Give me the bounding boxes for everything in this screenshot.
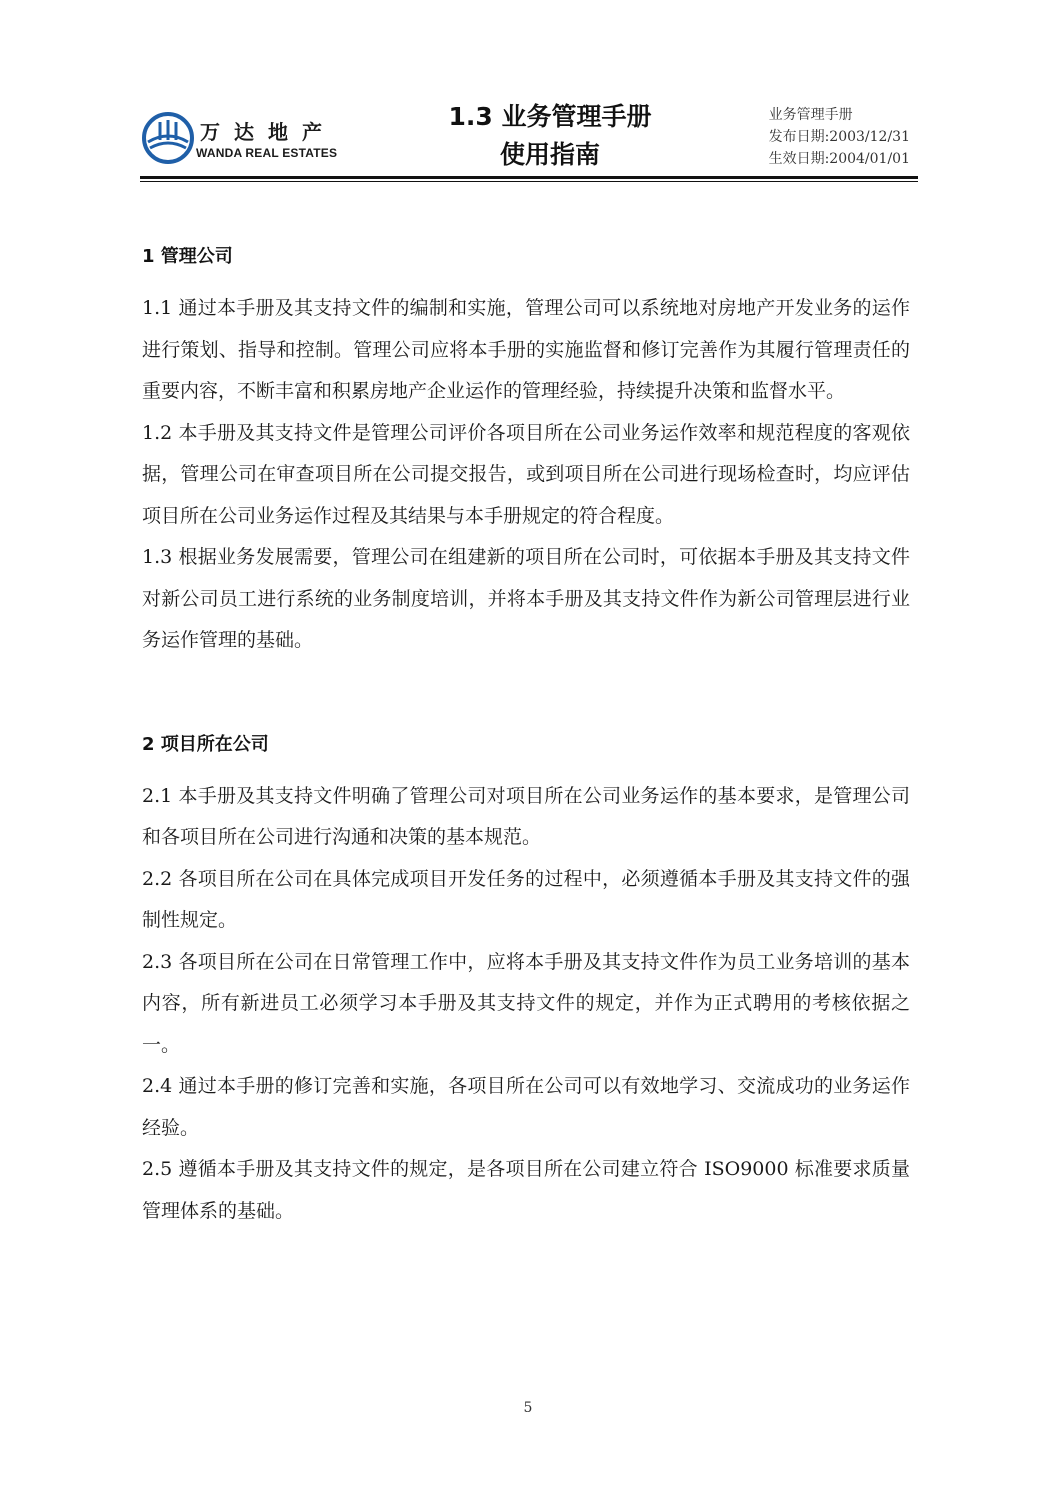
section-management-company (142, 236, 910, 662)
paragraph-2-2: 2.2 各项目所在公司在具体完成项目开发任务的过程中，必须遵循本手册及其支持文件的强制性规定。 (142, 867, 910, 931)
page-header (140, 96, 918, 180)
paragraph-2-5: 2.5 遵循本手册及其支持文件的规定，是各项目所在公司建立符合 ISO9000 标准要求质量管理体系的基础。 (142, 1158, 910, 1222)
section-project-company (142, 724, 910, 1233)
paragraph-1-1: 1.1 通过本手册及其支持文件的编制和实施，管理公司可以系统地对房地产开发业务的运作进行策划、指导和控制。管理公司应将本手册的实施监督和修订完善作为其履行管理责任的重要内容，不断丰富和积累房地产企业运作的管理经验，持续提升决策和监督水平。 (142, 297, 910, 402)
paragraph-2-1: 2.1 本手册及其支持文件明确了管理公司对项目所在公司业务运作的基本要求，是管理公司和各项目所在公司进行沟通和决策的基本规范。 (142, 784, 910, 848)
document-title-line2: 使用指南 (499, 140, 600, 169)
header-divider-thick (140, 176, 918, 179)
wanda-logo-icon (142, 112, 194, 164)
section-heading: 1 管理公司 (142, 246, 233, 267)
document-body (142, 236, 910, 1232)
logo-english-name: WANDA REAL ESTATES (196, 146, 338, 160)
paragraph-1-2: 1.2 本手册及其支持文件是管理公司评价各项目所在公司业务运作效率和规范程度的客观依据，管理公司在审查项目所在公司提交报告，或到项目所在公司进行现场检查时，均应评估项目所在公司业务运作过程及其结果与本手册规定的符合程度。 (142, 421, 910, 527)
meta-manual-name: 业务管理手册 (768, 107, 853, 123)
company-logo (140, 108, 370, 168)
logo-chinese-name: 万达地产 (200, 120, 336, 144)
document-meta (769, 104, 910, 170)
header-divider-thin (140, 181, 918, 182)
document-title-line1: 1.3 业务管理手册 (448, 102, 652, 131)
meta-effective-date: 生效日期:2004/01/01 (768, 151, 910, 167)
paragraph-1-3: 1.3 根据业务发展需要，管理公司在组建新的项目所在公司时，可依据本手册及其支持文件对新公司员工进行系统的业务制度培训，并将本手册及其支持文件作为新公司管理层进行业务运作管理的基础。 (142, 546, 910, 651)
page-number: 5 (523, 1400, 533, 1416)
meta-publish-date: 发布日期:2003/12/31 (768, 129, 910, 145)
document-title (410, 98, 690, 174)
paragraph-2-3: 2.3 各项目所在公司在日常管理工作中，应将本手册及其支持文件作为员工业务培训的基本内容，所有新进员工必须学习本手册及其支持文件的规定，并作为正式聘用的考核依据之一。 (142, 950, 910, 1056)
paragraph-2-4: 2.4 通过本手册的修订完善和实施，各项目所在公司可以有效地学习、交流成功的业务运作经验。 (142, 1075, 910, 1139)
section-heading: 2 项目所在公司 (142, 733, 269, 755)
